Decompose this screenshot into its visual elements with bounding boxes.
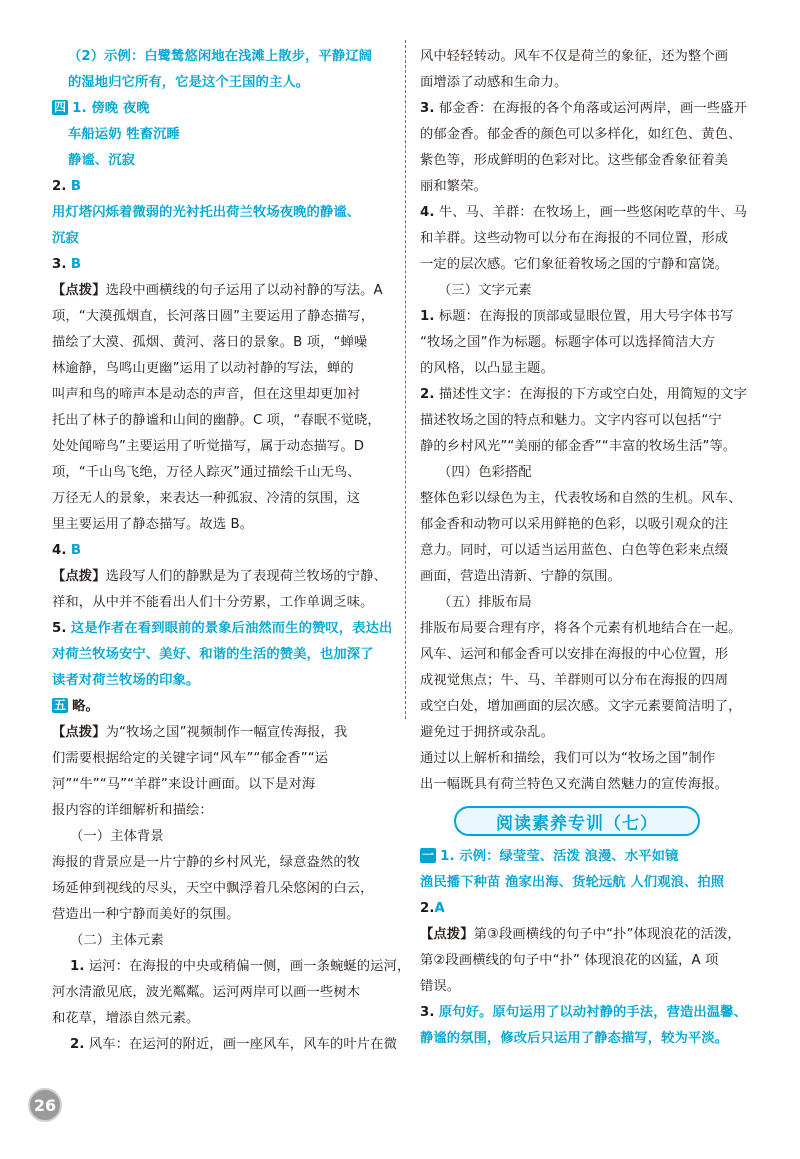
explanation-line: 排版布局要合理有序，将各个元素有机地结合在一起。	[420, 621, 742, 636]
explanation-line: 面增添了动感和生命力。	[420, 75, 568, 90]
answer-text: 原句好。原句运用了以动衬静的手法，营造出温馨、	[438, 1005, 747, 1020]
item-number: 2.	[420, 901, 435, 916]
explanation-line: 风车、运河和郁金香可以安排在海报的中心位置，形	[420, 647, 729, 662]
answer-line	[52, 616, 394, 642]
explanation-line	[420, 200, 760, 226]
section-badge-4: 四	[54, 100, 67, 114]
explanation-line: 静的乡村风光”“美丽的郁金香”“丰富的牧场生活”等。	[420, 439, 737, 454]
explanation-line: 的郁金香。郁金香的颜色可以多样化，如红色、黄色、	[420, 127, 742, 142]
explanation-line: 和羊群。这些动物可以分布在海报的不同位置，形成	[420, 231, 729, 246]
answer-text: A	[434, 901, 445, 916]
explanation-line: 描绘了大漠、孤烟、黄河、落日的景象。B 项，“蝉噪	[52, 335, 368, 350]
subheading: （一）主体背景	[70, 829, 164, 844]
explanation-line: 或空白处，增加画面的层次感。文字元素要简洁明了，	[420, 699, 742, 714]
explanation-text: 标题：在海报的顶部或显眼位置，用大号字体书写	[438, 309, 734, 324]
explanation-line: 海报的背景应是一片宁静的乡村风光，绿意盎然的牧	[52, 855, 361, 870]
explanation-line: 风中轻轻转动。风车不仅是荷兰的象征，还为整个画	[420, 49, 729, 64]
explanation-line: 河”“牛”“马”“羊群”来设计画面。以下是对海	[52, 777, 316, 792]
explanation-line: 场延伸到视线的尽头，天空中飘浮着几朵悠闲的白云，	[52, 881, 374, 896]
answer-text: 1. 傍晚 夜晚	[72, 101, 150, 116]
explanation-line: 项，“千山鸟飞绝，万径人踪灭”通过描绘千山无鸟、	[52, 465, 361, 480]
explanation-line: 郁金香和动物可以采用鲜艳的色彩，以吸引观众的注	[420, 517, 729, 532]
answer-line: 静谧、沉寂	[68, 153, 135, 168]
explanation-text: 描述性文字：在海报的下方或空白处，用简短的文字	[438, 387, 747, 402]
answer-line: 沉寂	[52, 231, 79, 246]
explanation-line: 一定的层次感。它们象征着牧场之国的宁静和富饶。	[420, 257, 729, 272]
answer-line: 的湿地归它所有，它是这个王国的主人。	[68, 75, 310, 90]
explanation-line: 祥和，从中并不能看出人们十分劳累，工作单调乏味。	[52, 595, 374, 610]
hint-tag: 【点拨】	[52, 569, 106, 584]
explanation-line: 的风格，以凸显主题。	[420, 361, 554, 376]
item-number: 2.	[420, 387, 435, 402]
explanation-line: 描述牧场之国的特点和魅力。文字内容可以包括“宁	[420, 413, 722, 428]
explanation-line	[52, 954, 411, 980]
explanation-text: 牛、马、羊群：在牧场上，画一些悠闲吃草的牛、马	[438, 205, 747, 220]
answer-line: 读者对荷兰牧场的印象。	[52, 673, 200, 688]
explanation-line	[420, 922, 760, 948]
hint-tag: 【点拨】	[420, 927, 474, 942]
explanation-text: 选段写人们的静默是为了表现荷兰牧场的宁静、	[105, 569, 387, 584]
answer-line	[52, 694, 394, 720]
explanation-line	[52, 278, 394, 304]
explanation-line: 意力。同时，可以适当运用蓝色、白色等色彩来点缀	[420, 543, 729, 558]
answer-text: 这是作者在看到眼前的景象后油然而生的赞叹，表达出	[70, 621, 393, 636]
explanation-line: 出一幅既具有荷兰特色又充满自然魅力的宣传海报。	[420, 777, 729, 792]
explanation-line: 丽和繁荣。	[420, 179, 487, 194]
answer-line: （2）示例：白鹭鸶悠闲地在浅滩上散步，平静辽阔	[68, 49, 373, 64]
subheading: （三）文字元素	[438, 283, 532, 298]
item-number: 1.	[420, 309, 435, 324]
explanation-line: 整体色彩以绿色为主，代表牧场和自然的生机。风车、	[420, 491, 742, 506]
answer-text: 略。	[72, 699, 99, 714]
answer-text: B	[70, 257, 82, 272]
explanation-line: 项，“大漠孤烟直，长河落日圆”主要运用了静态描写，	[52, 309, 375, 324]
answer-line	[420, 844, 760, 870]
answer-text: B	[70, 543, 82, 558]
explanation-line: 通过以上解析和描绘，我们可以为“牧场之国”制作	[420, 751, 716, 766]
subheading: （五）排版布局	[438, 595, 532, 610]
section-badge-1: 一	[422, 848, 435, 862]
answer-line	[52, 96, 394, 122]
explanation-line: 紫色等，形成鲜明的色彩对比。这些郁金香象征着美	[420, 153, 729, 168]
explanation-text: 为“牧场之国”视频制作一幅宣传海报，我	[105, 725, 348, 740]
answer-line	[420, 896, 760, 922]
explanation-line: “牧场之国”作为标题。标题字体可以选择简洁大方	[420, 335, 716, 350]
answer-line	[52, 174, 394, 200]
section-title-banner: 阅读素养专训（七）	[454, 806, 700, 836]
item-number: 1.	[70, 959, 85, 974]
explanation-line	[52, 564, 394, 590]
explanation-line	[420, 304, 760, 330]
hint-tag: 【点拨】	[52, 725, 106, 740]
explanation-line	[420, 96, 760, 122]
explanation-text: 第③段画横线的句子中“扑”体现浪花的活泼，	[473, 927, 741, 942]
item-number: 5.	[52, 621, 67, 636]
explanation-line: 万径无人的景象，来表达一种孤寂、冷清的氛围，这	[52, 491, 361, 506]
explanation-line: 河水清澈见底，波光粼粼。运河两岸可以画一些树木	[52, 985, 361, 1000]
hint-tag: 【点拨】	[52, 283, 106, 298]
explanation-line: 营造出一种宁静而美好的氛围。	[52, 907, 240, 922]
subheading: （四）色彩搭配	[438, 465, 532, 480]
explanation-line: 报内容的详细解析和描绘：	[52, 803, 213, 818]
explanation-text: 选段中画横线的句子运用了以动衬静的写法。A	[105, 283, 383, 298]
explanation-text: 郁金香：在海报的各个角落或运河两岸，画一些盛开	[438, 101, 747, 116]
answer-text: B	[70, 179, 82, 194]
explanation-line	[52, 1032, 397, 1058]
explanation-text: 风车：在运河的附近，画一座风车，风车的叶片在微	[88, 1037, 397, 1052]
explanation-line: 林逾静，鸟鸣山更幽”运用了以动衬静的写法，蝉的	[52, 361, 354, 376]
item-number: 4.	[420, 205, 435, 220]
explanation-text: 运河：在海报的中央或稍偏一侧，画一条蜿蜒的运河，	[88, 959, 411, 974]
left-column	[52, 44, 411, 1058]
explanation-line: 里主要运用了静态描写。故选 B。	[52, 517, 254, 532]
section-badge-5: 五	[54, 698, 67, 712]
answer-line: 车船运奶 牲畜沉睡	[68, 127, 180, 142]
explanation-line: 们需要根据给定的关键字词“风车”“郁金香”“运	[52, 751, 329, 766]
explanation-line: 托出了林子的静谧和山间的幽静。C 项，“春眠不觉晓，	[52, 413, 381, 428]
column-divider	[405, 40, 406, 719]
item-number: 3.	[420, 1005, 435, 1020]
answer-line	[420, 1000, 760, 1026]
page-number-badge: 26	[28, 1088, 62, 1122]
item-number: 2.	[52, 179, 67, 194]
explanation-line: 第②段画横线的句子中“扑” 体现浪花的凶猛，A 项	[420, 953, 719, 968]
item-number: 3.	[52, 257, 67, 272]
explanation-line	[420, 382, 760, 408]
answer-line: 渔民播下种苗 渔家出海、货轮远航 人们观浪、拍照	[420, 875, 725, 890]
explanation-line: 叫声和鸟的啼声本是动态的声音，但在这里却更加衬	[52, 387, 361, 402]
explanation-line: 避免过于拥挤或杂乱。	[420, 725, 554, 740]
explanation-line: 错误。	[420, 979, 461, 994]
explanation-line: 处处闻啼鸟”主要运用了听觉描写，属于动态描写。D	[52, 439, 365, 454]
answer-line: 静谧的氛围，修改后只运用了静态描写，较为平淡。	[420, 1031, 729, 1046]
item-number: 4.	[52, 543, 67, 558]
answer-line	[52, 252, 394, 278]
answer-text: 1. 示例：绿莹莹、活泼 浪漫、水平如镜	[440, 849, 679, 864]
explanation-line: 成视觉焦点；牛、马、羊群则可以分布在海报的四周	[420, 673, 729, 688]
item-number: 2.	[70, 1037, 85, 1052]
right-column	[420, 44, 760, 1052]
explanation-line: 和花草，增添自然元素。	[52, 1011, 200, 1026]
item-number: 3.	[420, 101, 435, 116]
explanation-line	[52, 720, 394, 746]
subheading: （二）主体元素	[70, 933, 164, 948]
answer-line	[52, 538, 394, 564]
answer-line: 对荷兰牧场安宁、美好、和谐的生活的赞美，也加深了	[52, 647, 374, 662]
answer-line: 用灯塔闪烁着微弱的光衬托出荷兰牧场夜晚的静谧、	[52, 205, 361, 220]
explanation-line: 画面，营造出清新、宁静的氛围。	[420, 569, 621, 584]
